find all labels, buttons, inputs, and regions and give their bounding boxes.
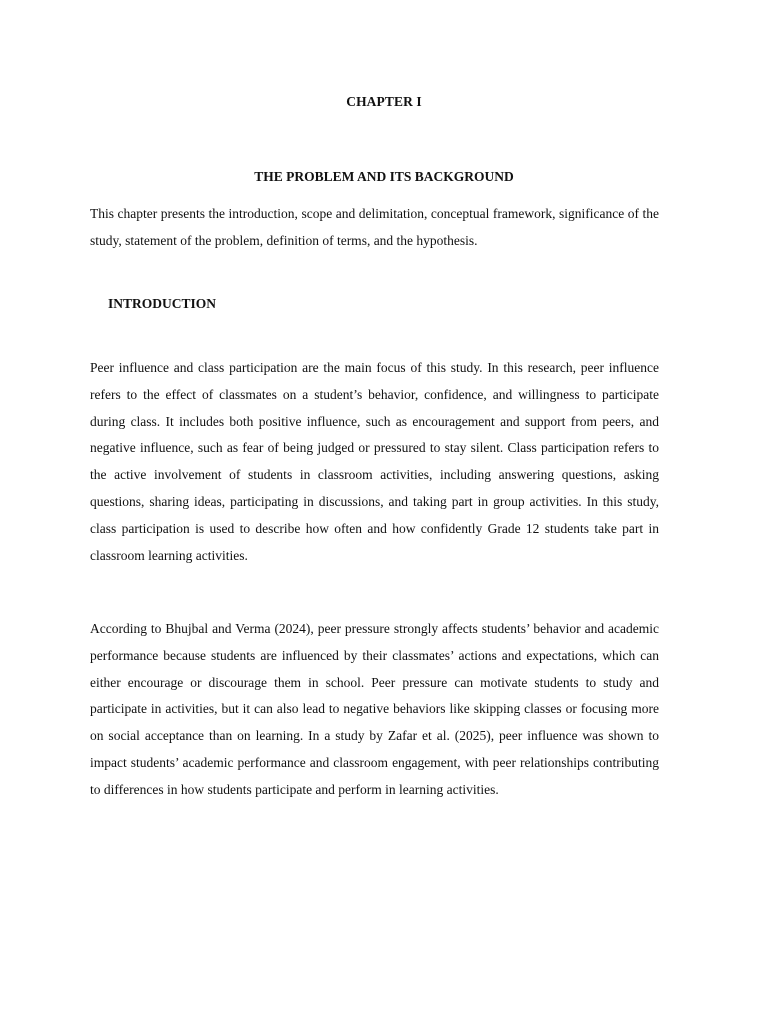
introduction-paragraph-1: Peer influence and class participation are the main focus of this study. In this research, peer influence refers to the effect of classmates on a student’s behavior, confidence, and willingness to participate during class. It includes both positive influence, such as encouragement and support from peers, and negative influence, such as fear of being judged or pressured to stay silent. Class participation refers to the active involvement of students in classroom activities, including answering questions, asking questions, sharing ideas, participating in discussions, and taking part in group activities. In this study, class participation is used to describe how often and how confidently Grade 12 students take part in classroom learning activities. [90, 360, 659, 563]
chapter-label: CHAPTER I [346, 94, 422, 109]
chapter-intro-paragraph: This chapter presents the introduction, scope and delimitation, conceptual framework, significance of the study, statement of the problem, definition of terms, and the hypothesis. [90, 206, 659, 248]
section-heading-introduction: INTRODUCTION [108, 296, 217, 311]
chapter-title: THE PROBLEM AND ITS BACKGROUND [254, 169, 514, 184]
introduction-paragraph-2: According to Bhujbal and Verma (2024), peer pressure strongly affects students’ behavior and academic performance because students are influenced by their classmates’ actions and expectations, which can either encourage or discourage them in school. Peer pressure can motivate students to study and participate in activities, but it can also lead to negative behaviors like skipping classes or focusing more on social acceptance than on learning. In a study by Zafar et al. (2025), peer influence was shown to impact students’ academic performance and classroom engagement, with peer relationships contributing to differences in how students participate and perform in learning activities. [90, 621, 659, 797]
